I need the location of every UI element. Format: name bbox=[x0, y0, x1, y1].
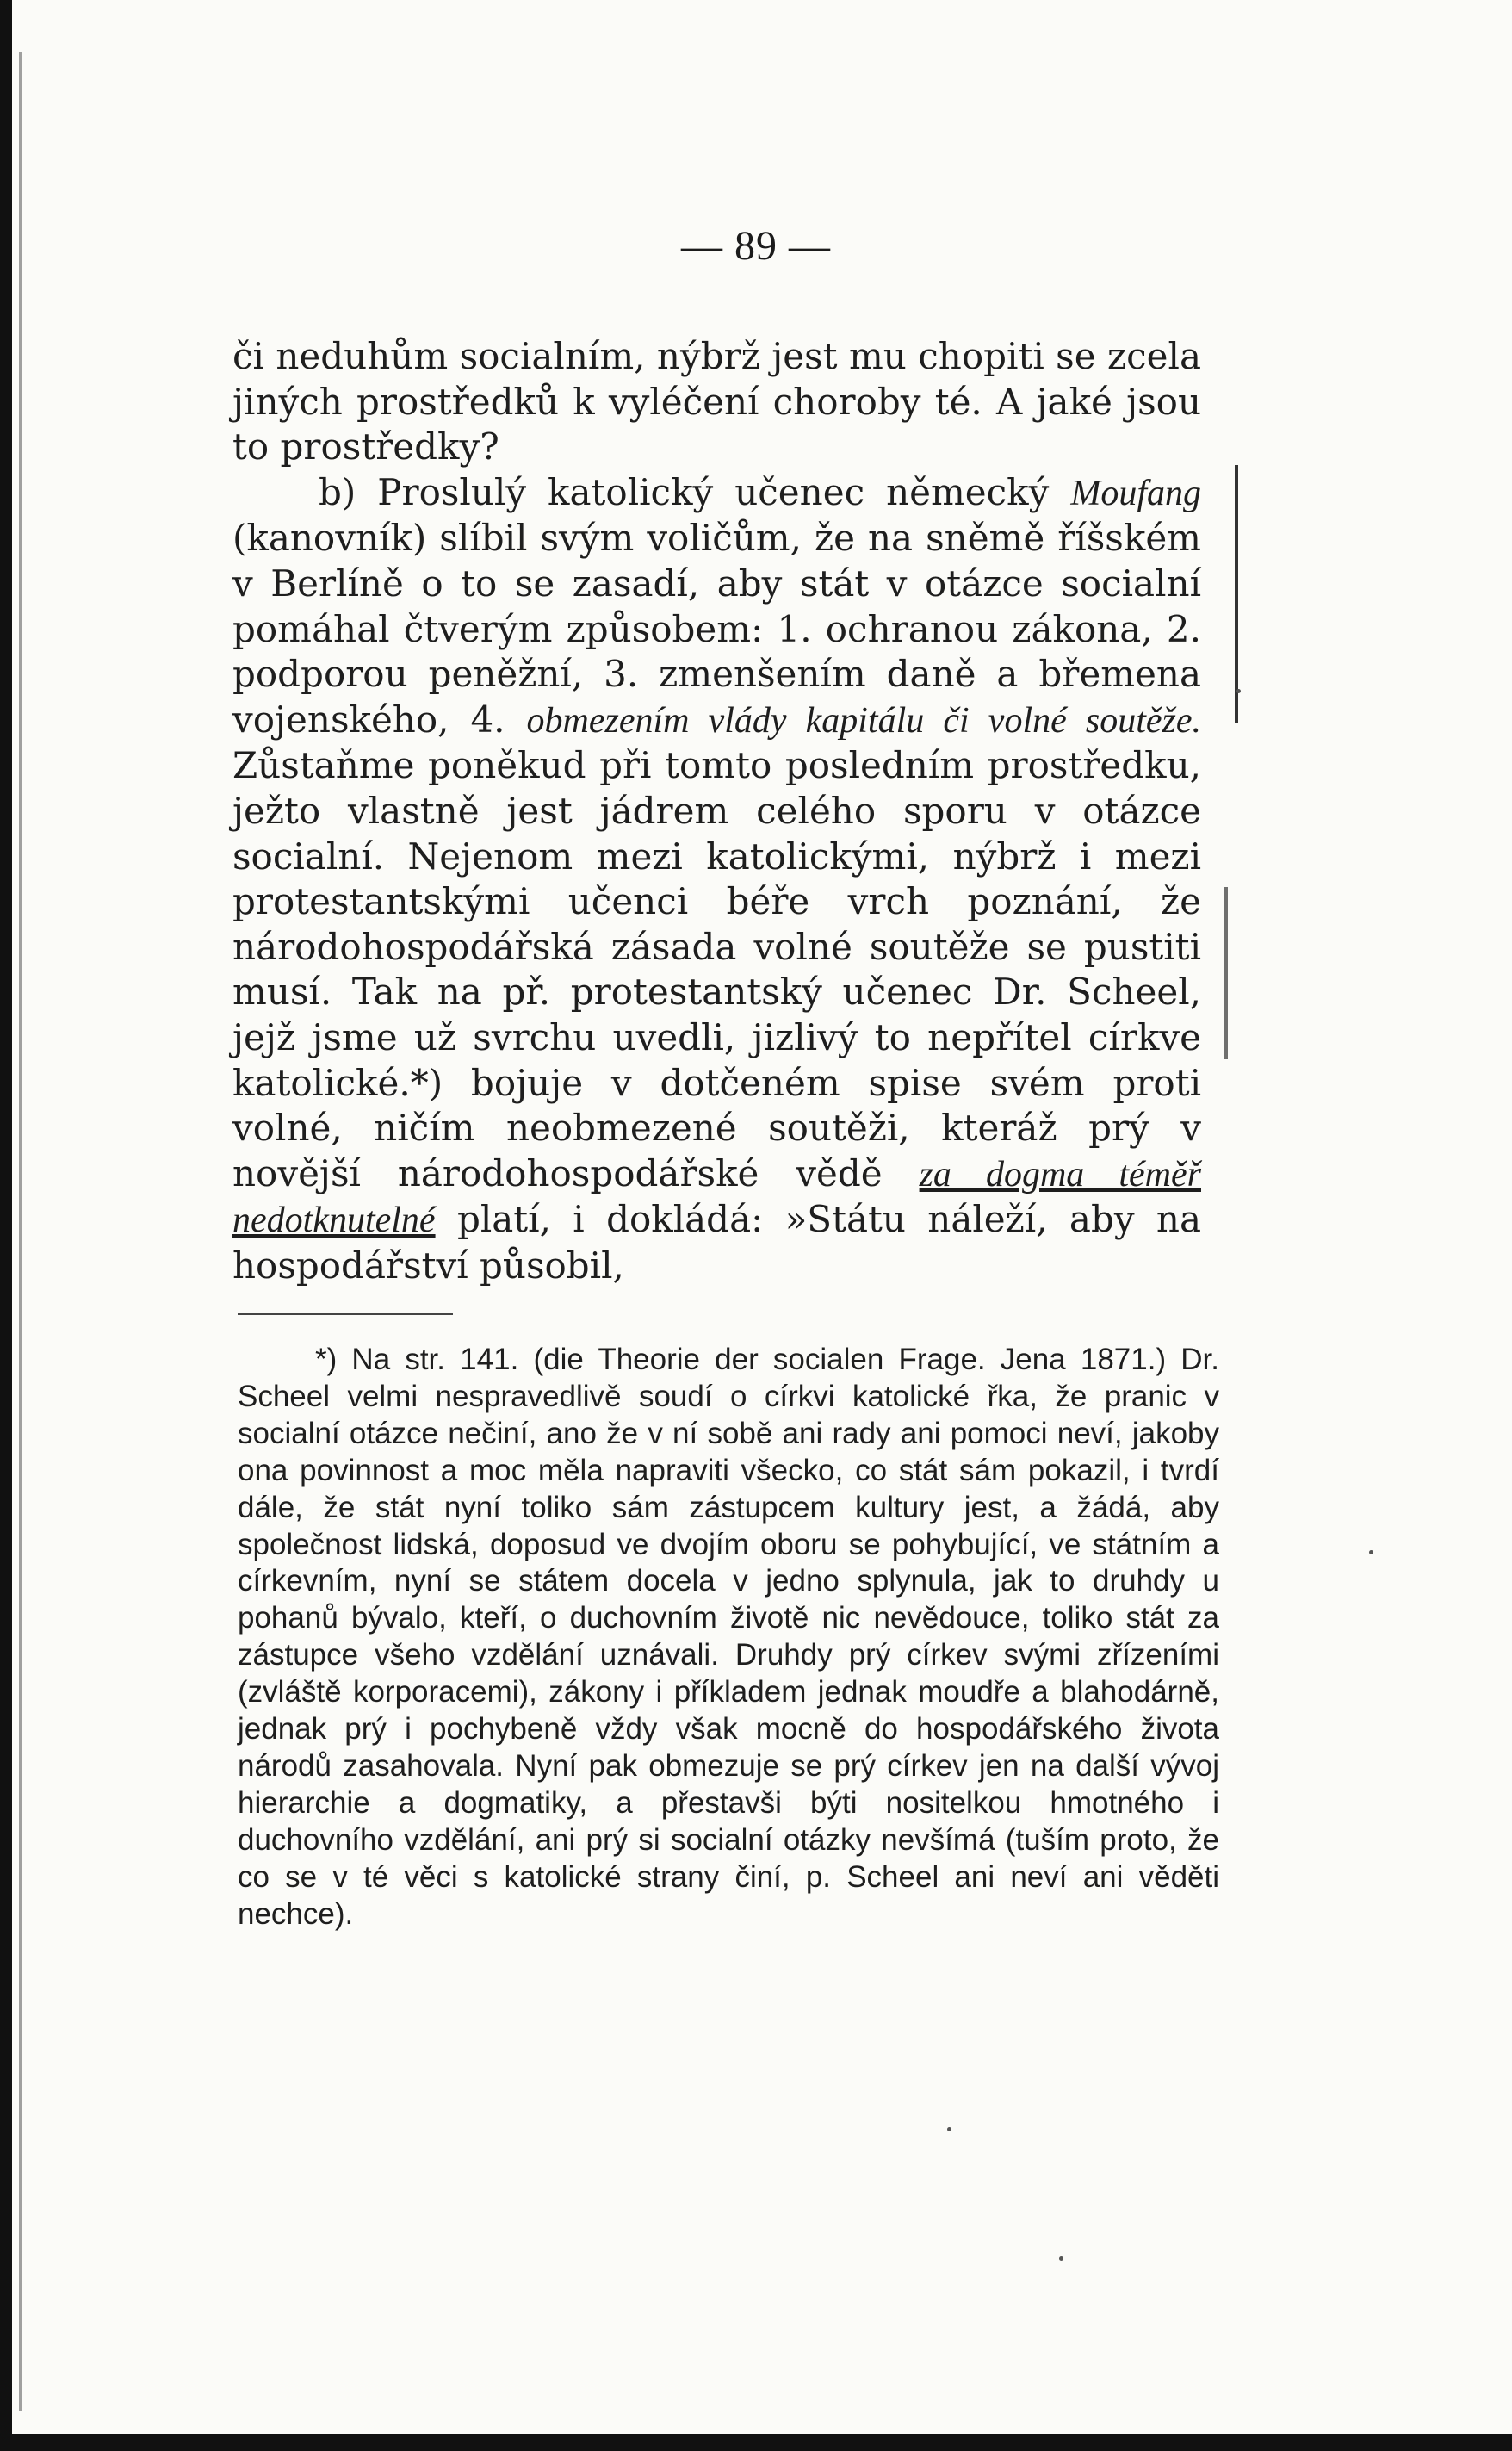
margin-dot bbox=[1059, 2256, 1063, 2261]
paragraph-2 bbox=[232, 470, 1201, 1289]
main-text bbox=[232, 334, 1201, 1288]
paragraph-2-mid1: (kanovník) slíbil svým voličům, že na sněmě říšském v Berlíně o to se zasadí, aby stát v otázce socialní pomáhal čtverým způsobem: 1. ochranou zákona, 2. podporou peněžní, 3. zmenšením daně a břemena vojenského, 4. bbox=[232, 517, 1201, 741]
margin-pencil-mark bbox=[1224, 887, 1228, 1059]
emphasis-dogma: za dogma téměř nedotknutelné bbox=[232, 1154, 1201, 1241]
emphasis-restriction: obmezením vlády kapitálu či volné soutěže. bbox=[526, 700, 1201, 741]
scan-edge-left bbox=[0, 0, 12, 2451]
footnote-text: *) Na str. 141. (die Theorie der socialen Frage. Jena 1871.) Dr. Scheel velmi nespravedlivě soudí o církvi katolické řka, že pranic v socialní otázce nečiní, ano že v ní sobě ani rady ani pomoci neví, jakoby ona povinnost a moc měla napraviti všecko, co stát sám pokazil, i tvrdí dále, že stát nyní toliko sám zástupcem kultury jest, a žádá, aby společnost lidská, doposud ve dvojím oboru se pohybující, ve státním a církevním, nyní se státem docela v jedno splynula, jak to druhdy u pohanů bývalo, kteří, o duchovním životě nic nevědouce, toliko stát za zástupce všeho vzdělání uznávali. Druhdy prý církev svými zřízeními (zvláště korporacemi), zákony i příkladem jednak moudře a blahodárně, jednak prý i pochybeně vždy však mocně do hospodářského života národů zasahovala. Nyní pak obmezuje se prý církev jen na další vývoj hierarchie a dogmatiky, a přestavši býti nositelkou hmotného i duchovního vzdělání, ani prý si socialní otázky nevšímá (tuším proto, že co se v té věci s katolické strany činí, p. Scheel ani neví ani věděti nechce). bbox=[238, 1343, 1219, 1931]
footnote bbox=[238, 1342, 1219, 1933]
footnote-separator bbox=[238, 1313, 453, 1315]
paragraph-2-lead: b) Proslulý katolický učenec německý bbox=[319, 470, 1050, 513]
binding-gutter bbox=[19, 52, 22, 2411]
paragraph-1: či neduhům socialním, nýbrž jest mu chopiti se zcela jiných prostředků k vyléčení choroby té. A jaké jsou to prostředky? bbox=[232, 335, 1201, 468]
margin-pencil-mark bbox=[1235, 465, 1238, 723]
scan-edge-bottom bbox=[0, 2434, 1512, 2451]
margin-dot bbox=[947, 2127, 951, 2131]
paragraph-2-tail: platí, i dokládá: »Státu náleží, aby na hospodářství působil, bbox=[232, 1198, 1201, 1287]
margin-dot bbox=[1369, 1550, 1373, 1554]
page-number: — 89 — bbox=[681, 223, 831, 269]
paragraph-2-mid2: Zůstaňme poněkud při tomto posledním prostředku, ježto vlastně jest jádrem celého sporu v otázce socialní. Nejenom mezi katolickými, nýbrž i mezi protestantskými učenci béře vrch poznání, že národohospodářská zásada volné soutěže se pustiti musí. Tak na př. protestantský učenec Dr. Scheel, jejž jsme už svrchu uvedli, jizlivý to nepřítel církve katolické.*) bojuje v dotčeném spise svém proti volné, ničím neobmezené soutěži, kteráž prý v novější národohospodářské vědě bbox=[232, 744, 1201, 1194]
margin-dot bbox=[1236, 689, 1241, 693]
name-moufang: Moufang bbox=[1070, 473, 1201, 513]
